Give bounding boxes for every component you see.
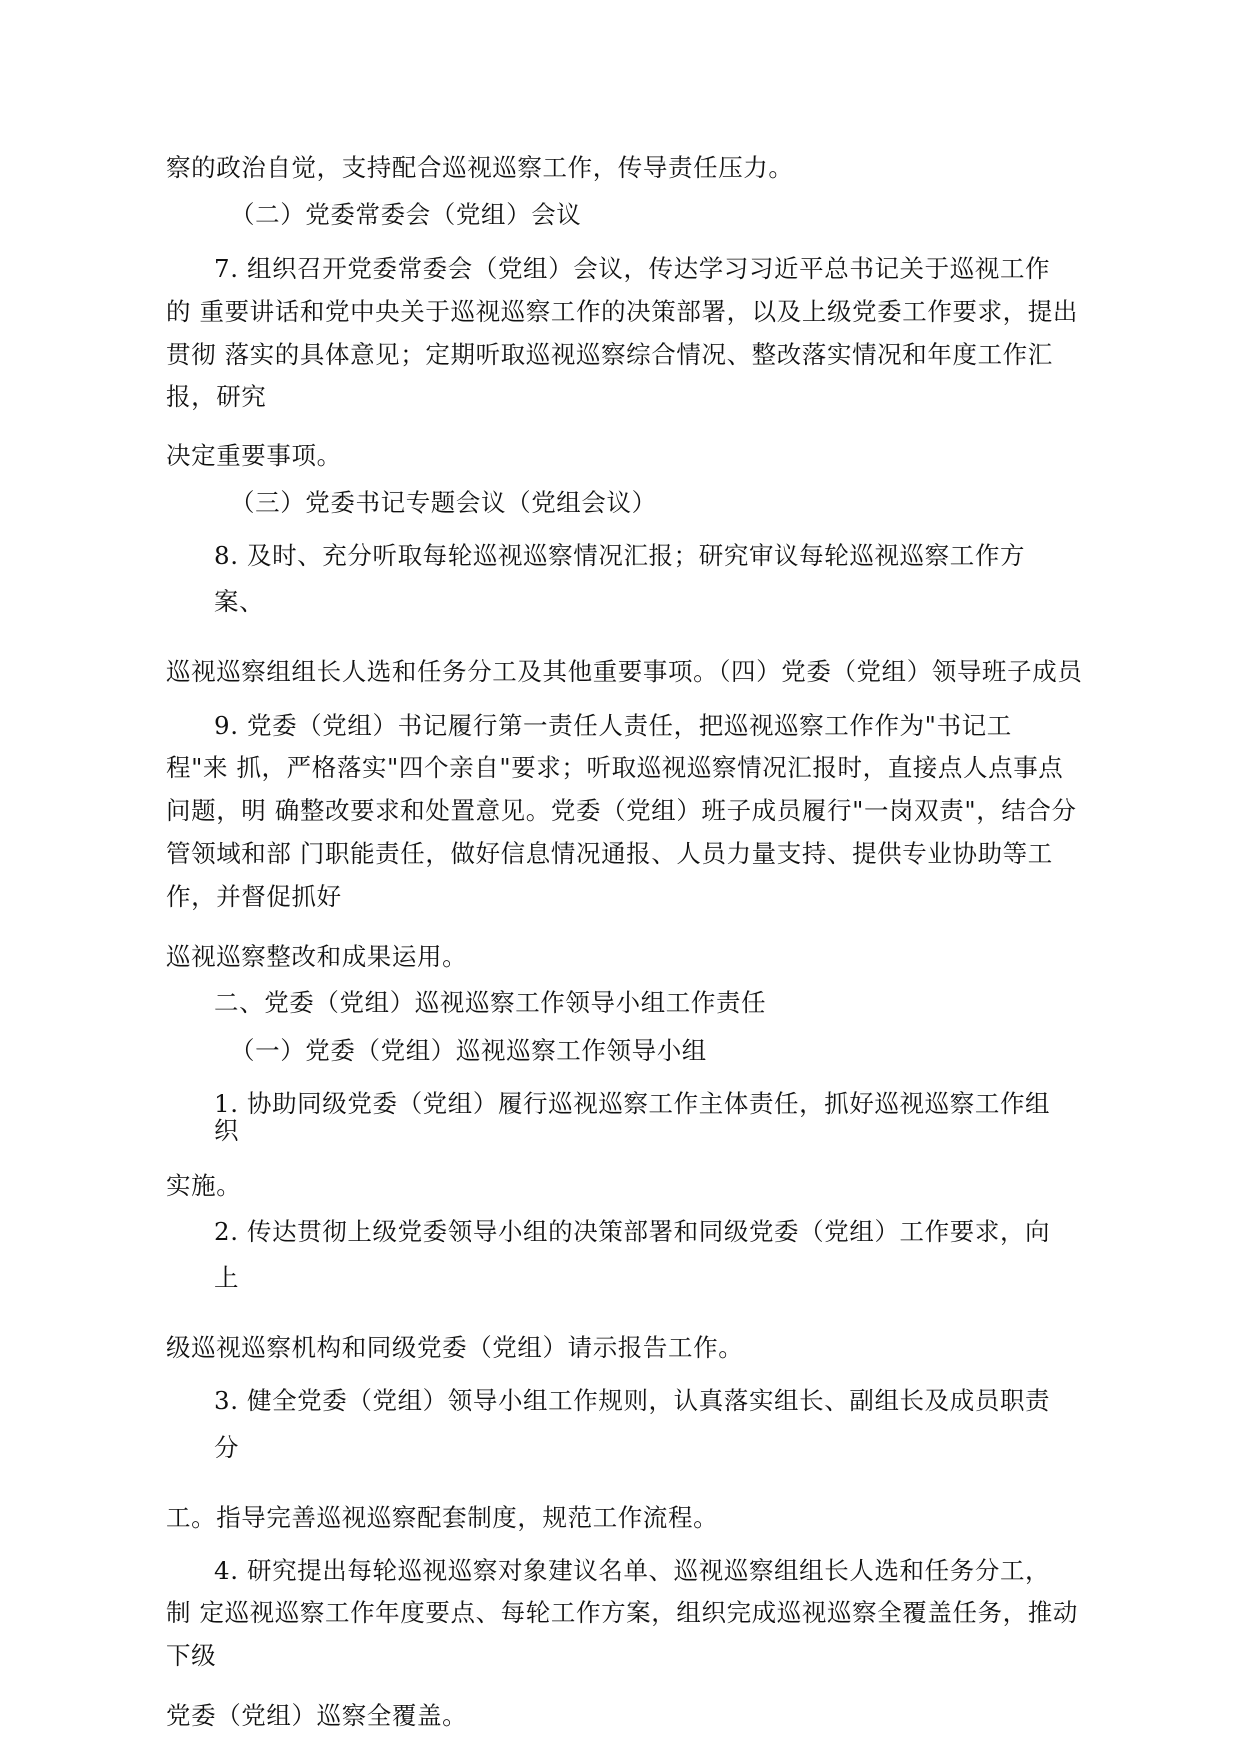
text-line: 巡视巡察组组长人选和任务分工及其他重要事项。（四）党委（党组）领导班子成员 bbox=[166, 657, 1083, 686]
section-heading: （三）党委书记专题会议（党组会议） bbox=[230, 488, 657, 517]
text-line: 巡视巡察整改和成果运用。 bbox=[166, 942, 468, 971]
text-line: 的 重要讲话和党中央关于巡视巡察工作的决策部署，以及上级党委工作要求，提出 bbox=[166, 297, 1078, 326]
text-line: 织 bbox=[214, 1116, 240, 1145]
text-line: 报，研究 bbox=[166, 382, 267, 411]
text-line: 级巡视巡察机构和同级党委（党组）请示报告工作。 bbox=[166, 1333, 744, 1362]
text-line: 2. 传达贯彻上级党委领导小组的决策部署和同级党委（党组）工作要求，向 bbox=[214, 1217, 1051, 1246]
text-line: 上 bbox=[214, 1263, 240, 1292]
text-line: 实施。 bbox=[166, 1171, 242, 1200]
text-line: 分 bbox=[214, 1433, 240, 1462]
text-line: 决定重要事项。 bbox=[166, 441, 342, 470]
text-line: 程"来 抓，严格落实"四个亲自"要求；听取巡视巡察情况汇报时，直接点人点事点 bbox=[166, 753, 1064, 782]
text-line: 1. 协助同级党委（党组）履行巡视巡察工作主体责任，抓好巡视巡察工作组 bbox=[214, 1089, 1051, 1118]
text-line: 9. 党委（党组）书记履行第一责任人责任，把巡视巡察工作作为"书记工 bbox=[214, 711, 1012, 740]
text-line: 8. 及时、充分听取每轮巡视巡察情况汇报；研究审议每轮巡视巡察工作方 bbox=[214, 541, 1026, 570]
text-line: 贯彻 落实的具体意见；定期听取巡视巡察综合情况、整改落实情况和年度工作汇 bbox=[166, 340, 1053, 369]
section-heading: （一）党委（党组）巡视巡察工作领导小组 bbox=[230, 1036, 707, 1065]
text-line: 7. 组织召开党委常委会（党组）会议，传达学习习近平总书记关于巡视工作 bbox=[214, 254, 1051, 283]
text-line: 制 定巡视巡察工作年度要点、每轮工作方案，组织完成巡视巡察全覆盖任务，推动 bbox=[166, 1598, 1078, 1627]
text-line: 作，并督促抓好 bbox=[166, 882, 342, 911]
text-line: 察的政治自觉，支持配合巡视巡察工作，传导责任压力。 bbox=[166, 153, 794, 182]
text-line: 4. 研究提出每轮巡视巡察对象建议名单、巡视巡察组组长人选和任务分工， bbox=[214, 1556, 1051, 1585]
text-line: 党委（党组）巡察全覆盖。 bbox=[166, 1701, 468, 1730]
section-heading: （二）党委常委会（党组）会议 bbox=[230, 200, 582, 229]
section-heading: 二、党委（党组）巡视巡察工作领导小组工作责任 bbox=[214, 988, 767, 1017]
text-line: 工。指导完善巡视巡察配套制度，规范工作流程。 bbox=[166, 1503, 719, 1532]
text-line: 3. 健全党委（党组）领导小组工作规则，认真落实组长、副组长及成员职责 bbox=[214, 1386, 1051, 1415]
text-line: 案、 bbox=[214, 587, 265, 616]
text-line: 问题，明 确整改要求和处置意见。党委（党组）班子成员履行"一岗双责"，结合分 bbox=[166, 796, 1077, 825]
text-line: 管领域和部 门职能责任，做好信息情况通报、人员力量支持、提供专业协助等工 bbox=[166, 839, 1053, 868]
text-line: 下级 bbox=[166, 1641, 217, 1670]
